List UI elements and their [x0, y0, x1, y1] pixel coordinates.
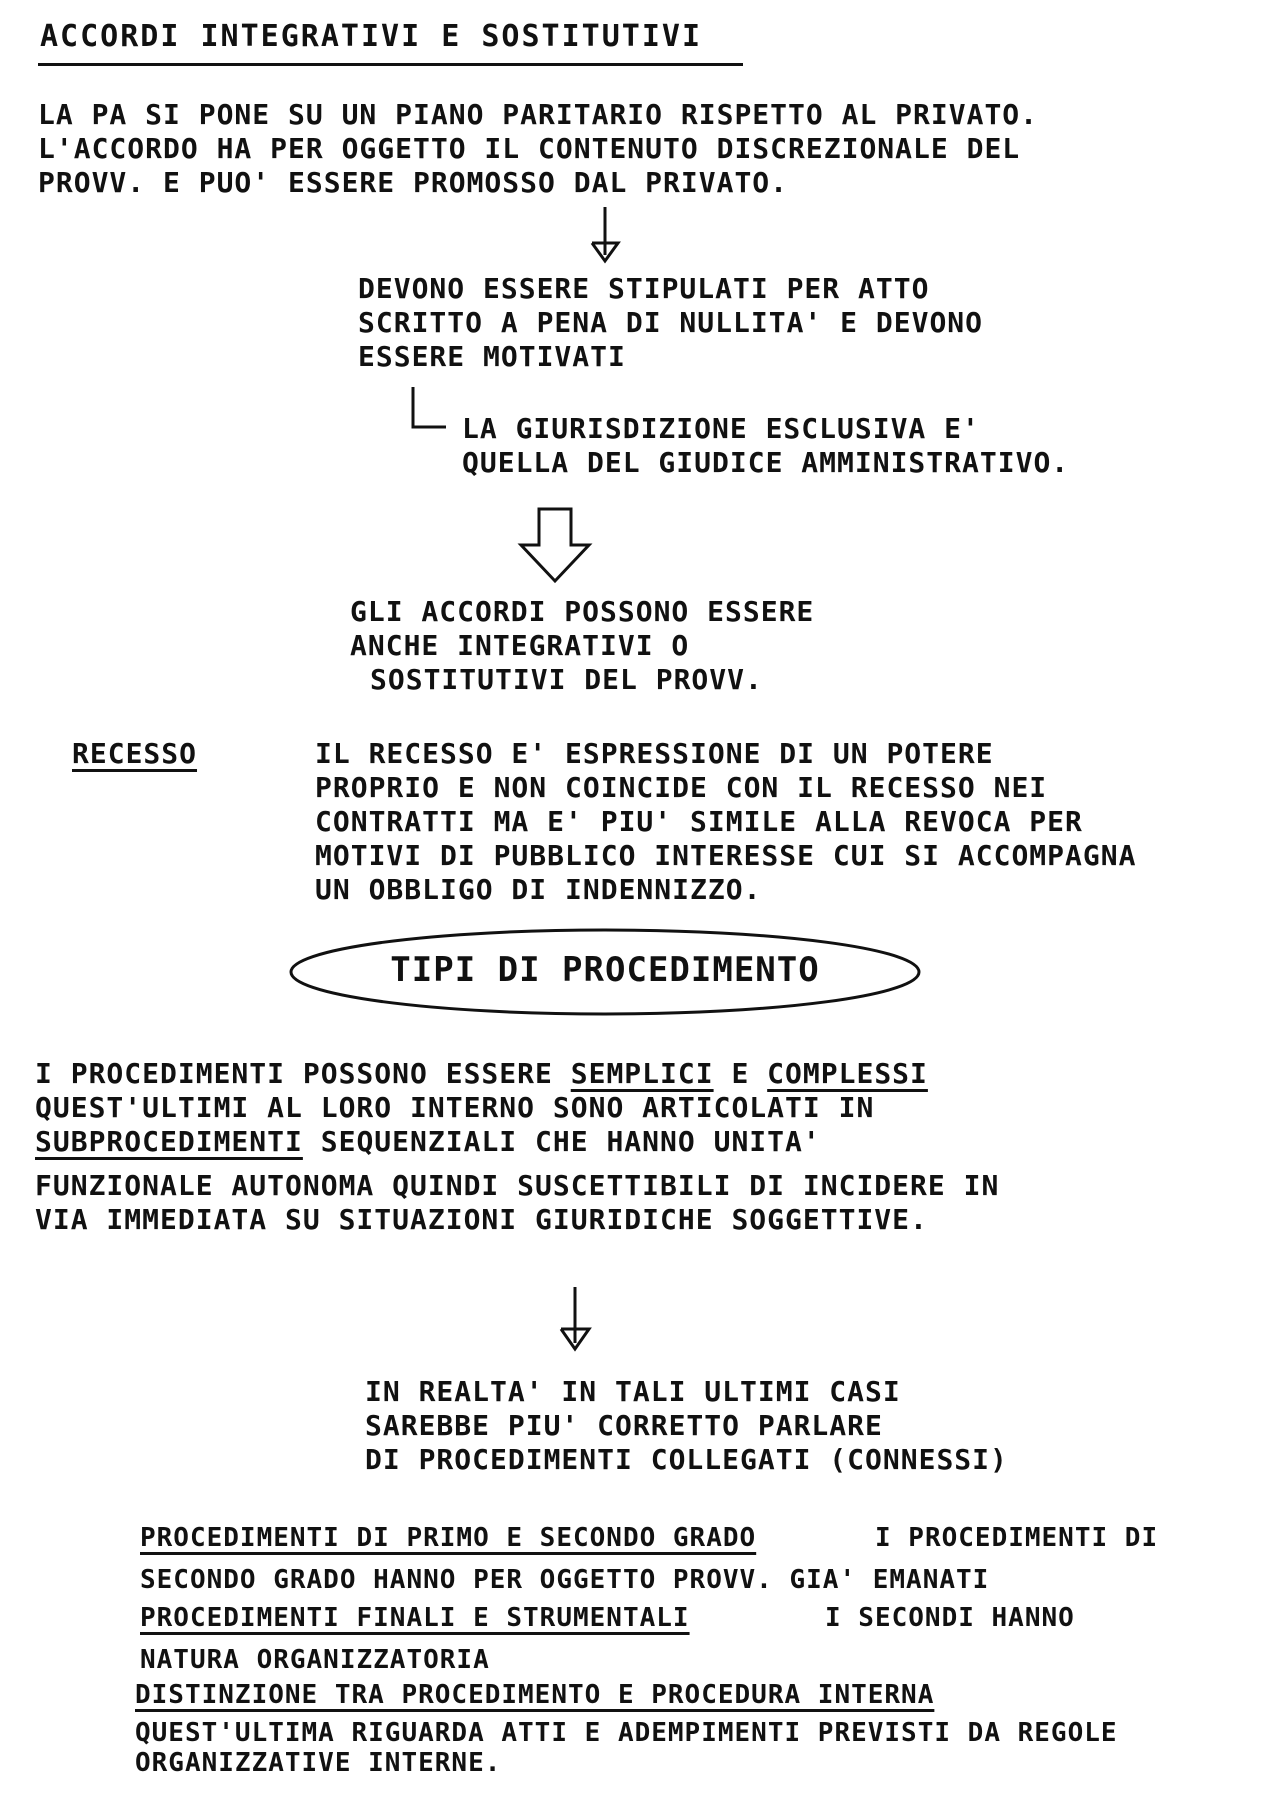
accordi-types-block: GLI ACCORDI POSSONO ESSERE ANCHE INTEGRATIVI O SOSTITUTIVI DEL PROVV. [350, 595, 815, 696]
procedimenti-paragraph: I PROCEDIMENTI POSSONO ESSERE SEMPLICI E COMPLESSI QUEST'ULTIMI AL LORO INTERNO SONO ARTICOLATI IN SUBPROCEDIMENTI SEQUENZIALI CHE HANNO UNITA' FUNZIONALE AUTONOMA QUINDI SUSCETTIBILI DI INCIDERE IN VIA IMMEDIATA SU SITUAZIONI GIURIDICHE SOGGETTIVE. [35, 1057, 1000, 1236]
page-title: ACCORDI INTEGRATIVI E SOSTITUTIVI [40, 19, 703, 54]
down-arrow-icon [585, 205, 625, 265]
down-arrow-icon [555, 1285, 595, 1355]
finali-text-b: NATURA ORGANIZZATORIA [140, 1645, 490, 1675]
intro-paragraph: LA PA SI PONE SU UN PIANO PARITARIO RISPETTO AL PRIVATO. L'ACCORDO HA PER OGGETTO IL CONTENUTO DISCREZIONALE DEL PROVV. E PUO' ESSERE PROMOSSO DAL PRIVATO. [38, 98, 1039, 199]
stipulation-block: DEVONO ESSERE STIPULATI PER ATTO SCRITTO A PENA DI NULLITA' E DEVONO ESSERE MOTIVATI [358, 272, 984, 373]
finali-text-a: I SECONDI HANNO [825, 1603, 1075, 1633]
finali-heading: PROCEDIMENTI FINALI E STRUMENTALI [140, 1603, 690, 1633]
gradi-text-b: SECONDO GRADO HANNO PER OGGETTO PROVV. GIA' EMANATI [140, 1565, 990, 1595]
jurisdiction-block: LA GIURISDIZIONE ESCLUSIVA E' QUELLA DEL GIUDICE AMMINISTRATIVO. [462, 412, 1070, 479]
section-title: TIPI DI PROCEDIMENTO [390, 950, 820, 990]
title-underline [38, 63, 743, 66]
recesso-text: IL RECESSO E' ESPRESSIONE DI UN POTERE PROPRIO E NON COINCIDE CON IL RECESSO NEI CONTRATTI MA E' PIU' SIMILE ALLA REVOCA PER MOTIVI DI PUBBLICO INTERESSE CUI SI ACCOMPAGNA UN OBBLIGO DI INDENNIZZO. [315, 737, 1137, 906]
gradi-heading: PROCEDIMENTI DI PRIMO E SECONDO GRADO [140, 1523, 757, 1553]
realta-block: IN REALTA' IN TALI ULTIMI CASI SAREBBE PIU' CORRETTO PARLARE DI PROCEDIMENTI COLLEGATI (CONNESSI) [365, 1375, 1008, 1476]
bracket-connector-icon [410, 385, 450, 435]
hollow-down-arrow-icon [515, 505, 595, 585]
distinzione-text: QUEST'ULTIMA RIGUARDA ATTI E ADEMPIMENTI PREVISTI DA REGOLE ORGANIZZATIVE INTERNE. [135, 1718, 1118, 1778]
recesso-heading: RECESSO [72, 737, 198, 770]
gradi-text-a: I PROCEDIMENTI DI [875, 1523, 1159, 1553]
distinzione-heading: DISTINZIONE TRA PROCEDIMENTO E PROCEDURA INTERNA [135, 1680, 935, 1710]
